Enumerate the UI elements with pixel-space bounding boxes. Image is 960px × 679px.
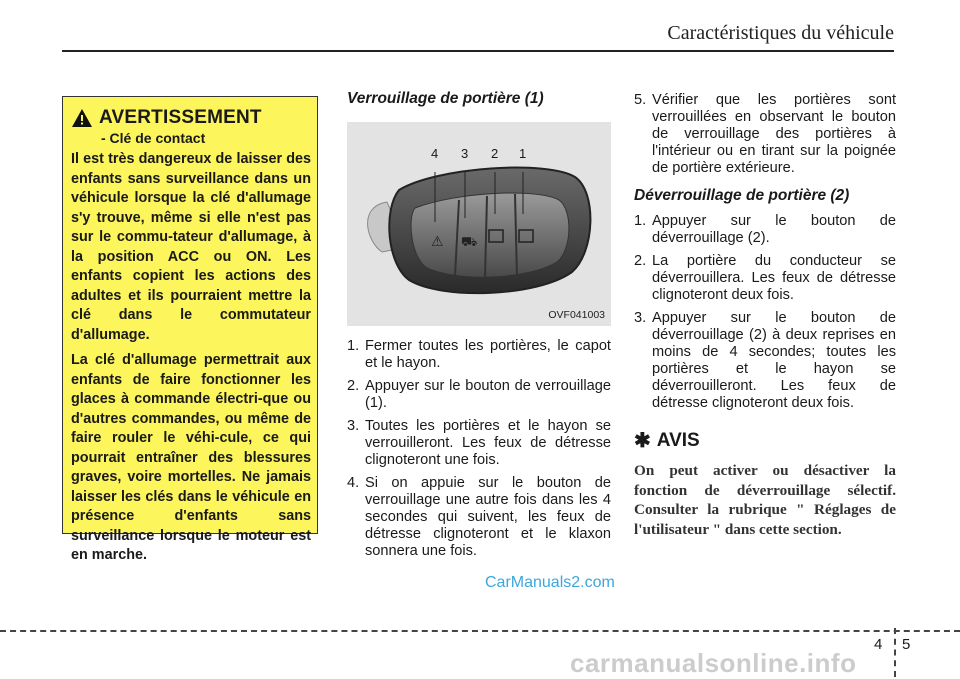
warning-triangle-icon	[71, 108, 93, 128]
footer-divider	[0, 630, 960, 632]
lock-steps-continued	[634, 92, 896, 177]
callout-1: 1	[519, 146, 527, 161]
notice-title: AVIS	[656, 429, 700, 451]
list-item: 1. Fermer toutes les portières, le capot et le hayon.	[347, 338, 611, 371]
warning-header	[71, 107, 311, 129]
lock-section	[347, 90, 611, 559]
image-code: OVF041003	[548, 309, 605, 321]
notice-star-icon: ✱	[634, 430, 651, 452]
list-item: 4. Si on appuie sur le bouton de verrouillage une autre fois dans les 4 secondes qui suivent, les feux de détresse clignoteront et le klaxon sonnera une fois.	[347, 475, 611, 559]
lock-section-title: Verrouillage de portière (1)	[347, 90, 544, 107]
list-item: 1. Appuyer sur le bouton de déverrouillage (2).	[634, 213, 896, 246]
right-column	[634, 92, 896, 539]
svg-text:⚠: ⚠	[431, 234, 444, 250]
notice-text: On peut activer ou désactiver la fonction de déverrouillage sélectif. Consulter la rubrique " Réglages de l'utilisateur " dans cette section.	[634, 462, 896, 538]
page-header-title: Caractéristiques du véhicule	[667, 22, 894, 44]
header-divider	[62, 50, 894, 52]
notice-header	[634, 428, 896, 453]
warning-paragraph: Il est très dangereux de laisser des enfants sans surveillance dans un véhicule lorsque la clé d'allumage s'y trouve, même si elle n'est pas sur le commu-tateur d'allumage, à la position ACC ou ON. Les enfants copient les actions des adultes et ils pourraient mettre la clé dans le commutateur d'allumage.	[71, 151, 311, 343]
smart-key-image	[347, 122, 611, 326]
warning-box	[62, 96, 318, 563]
list-item: 5. Vérifier que les portières sont verrouillées en observant le bouton de verrouillage des portières à l'intérieur ou en tirant sur la poignée de portière extérieure.	[634, 92, 896, 176]
svg-text:⛟: ⛟	[461, 235, 478, 250]
unlock-section-title: Déverrouillage de portière (2)	[634, 187, 850, 204]
list-item: 2. La portière du conducteur se déverrouillera. Les feux de détresse clignoteront deux fois.	[634, 253, 896, 303]
warning-title: AVERTISSEMENT	[99, 107, 262, 128]
warning-subtitle: - Clé de contact	[101, 130, 206, 146]
callout-2: 2	[491, 146, 499, 161]
lock-steps-list	[347, 338, 611, 566]
callout-4: 4	[431, 146, 439, 161]
watermark-link[interactable]: CarManuals2.com	[485, 574, 615, 591]
page-number-separator	[894, 628, 896, 677]
unlock-steps-list	[634, 213, 896, 412]
page-number: 5	[902, 636, 911, 653]
site-watermark: carmanualsonline.info	[570, 648, 857, 678]
warning-paragraph: La clé d'allumage permettrait aux enfants de faire fonctionner les glaces à commande électri-que ou d'autres commandes, ou même de faire rouler le véhi-cule, ce qui pourrait entraîner des blessures graves, voire mortelles. Ne jamais laisser les clés dans le véhicule en présence d'enfants sans surveillance lorsque le moteur est en marche.	[71, 352, 311, 563]
callout-3: 3	[461, 146, 469, 161]
list-item: 2. Appuyer sur le bouton de verrouillage (1).	[347, 378, 611, 411]
list-item: 3. Appuyer sur le bouton de déverrouillage (2) à deux reprises en moins de 4 secondes; toutes les portières et le hayon se déverrouilleront. Les feux de détresse clignoteront deux fois.	[634, 310, 896, 411]
list-item: 3. Toutes les portières et le hayon se verrouilleront. Les feux de détresse clignoteront une fois.	[347, 418, 611, 468]
chapter-number: 4	[874, 636, 883, 653]
smart-key-illustration	[347, 122, 611, 326]
